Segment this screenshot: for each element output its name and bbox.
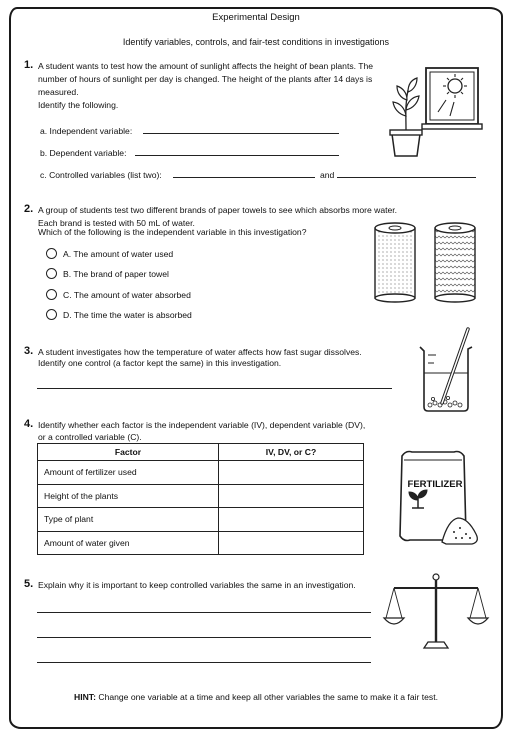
table-header-row	[38, 444, 364, 461]
answer-cell[interactable]	[219, 531, 364, 555]
table-row	[38, 484, 364, 508]
q5-answer-line-1[interactable]	[37, 612, 371, 613]
fertilizer-bag-illustration	[396, 448, 486, 546]
q3-text: A student investigates how the temperature of water affects how fast sugar dissolves.	[38, 347, 362, 357]
factor-cell: Amount of fertilizer used	[38, 461, 219, 485]
q2-question: Which of the following is the independent variable in this investigation?	[38, 227, 307, 237]
hint-text	[0, 692, 512, 702]
q2-option-b-label: B. The brand of paper towel	[63, 268, 169, 279]
q1-text: A student wants to test how the amount of sunlight affects the height of bean plants. The number of hours of sunlight per day is changed. The height of the plants after 14 days is measured.	[38, 61, 374, 97]
answer-cell[interactable]	[219, 484, 364, 508]
table-row	[38, 531, 364, 555]
q2-option-a[interactable]	[46, 248, 173, 259]
q1b-answer-line[interactable]	[135, 155, 339, 156]
q5-answer-line-3[interactable]	[37, 662, 371, 663]
answer-cell[interactable]	[219, 461, 364, 485]
beaker-stirring-illustration	[414, 325, 484, 415]
q2-number: 2.	[24, 203, 34, 215]
q1c-label: c. Controlled variables (list two):	[40, 170, 162, 180]
q2-option-d-label: D. The time the water is absorbed	[63, 309, 192, 320]
q2-option-d[interactable]	[46, 309, 192, 320]
page-subtitle: Identify variables, controls, and fair-test conditions in investigations	[122, 37, 390, 47]
factor-cell: Height of the plants	[38, 484, 219, 508]
q1a-label: a. Independent variable:	[40, 126, 133, 136]
q2-option-c[interactable]	[46, 289, 191, 300]
column-header-factor: Factor	[38, 444, 219, 461]
q2-option-b[interactable]	[46, 268, 169, 279]
answer-cell[interactable]	[219, 508, 364, 532]
q1a-answer-line[interactable]	[143, 133, 339, 134]
page-title: Experimental Design	[212, 12, 300, 23]
hint-body: Change one variable at a time and keep all other variables the same to make it a fair test.	[95, 692, 438, 702]
paper-towel-rolls-illustration	[373, 222, 483, 304]
radio-button[interactable]	[46, 248, 57, 259]
q1c-answer-line-2[interactable]	[337, 177, 476, 178]
q1b-label: b. Dependent variable:	[40, 148, 127, 158]
q5-text: Explain why it is important to keep controlled variables the same in an investigation.	[38, 580, 356, 590]
q2-option-a-label: A. The amount of water used	[63, 248, 174, 259]
q2-text: A group of students test two different brands of paper towels to see which absorbs more water. Each brand is tested with 50 mL of water.	[38, 205, 398, 228]
factor-cell: Amount of water given	[38, 531, 219, 555]
q4-number: 4.	[24, 418, 34, 430]
q5-answer-line-2[interactable]	[37, 637, 371, 638]
q5-number: 5.	[24, 578, 34, 590]
q1c-answer-line-1[interactable]	[173, 177, 315, 178]
factor-table	[37, 443, 364, 555]
radio-button[interactable]	[46, 309, 57, 320]
column-header-type: IV, DV, or C?	[219, 444, 364, 461]
radio-button[interactable]	[46, 289, 57, 300]
q2-option-c-label: C. The amount of water absorbed	[63, 289, 191, 300]
radio-button[interactable]	[46, 268, 57, 279]
balance-scale-illustration	[384, 572, 488, 652]
q1c-and: and	[320, 170, 335, 180]
table-row	[38, 508, 364, 532]
q4-text: Identify whether each factor is the independent variable (IV), dependent variable (DV),	[38, 420, 366, 430]
factor-cell: Type of plant	[38, 508, 219, 532]
q3-answer-line[interactable]	[37, 388, 392, 389]
q1-number: 1.	[24, 59, 34, 71]
q4-text-2: or a controlled variable (C).	[38, 432, 142, 442]
q1-instruction: Identify the following.	[38, 100, 119, 110]
q3-question: Identify one control (a factor kept the same) in this investigation.	[38, 358, 282, 368]
table-row	[38, 461, 364, 485]
q3-number: 3.	[24, 345, 34, 357]
fertilizer-bag-label: FERTILIZER	[407, 479, 463, 490]
hint-label: HINT:	[74, 692, 96, 702]
window-plant-illustration	[384, 66, 484, 162]
